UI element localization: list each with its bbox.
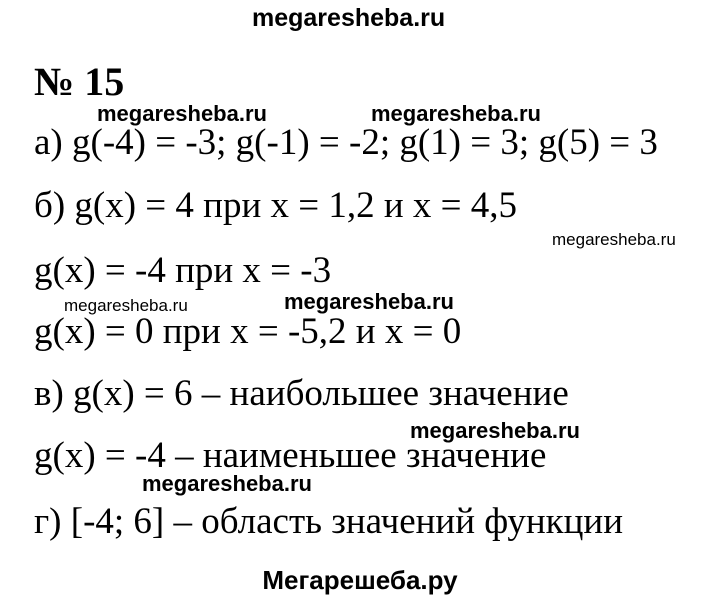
answer-line-b1: б) g(x) = 4 при x = 1,2 и x = 4,5 — [34, 185, 518, 226]
header-watermark: megaresheba.ru — [252, 4, 446, 32]
watermark: megaresheba.ru — [142, 471, 312, 496]
answer-line-g: г) [-4; 6] – область значений функции — [34, 501, 624, 542]
watermark: megaresheba.ru — [64, 296, 188, 315]
watermark: megaresheba.ru — [284, 289, 454, 314]
answer-line-a: а) g(-4) = -3; g(-1) = -2; g(1) = 3; g(5) = 3 — [34, 122, 658, 163]
problem-number: № 15 — [34, 59, 125, 104]
answer-line-v1: в) g(x) = 6 – наибольшее значение — [34, 373, 569, 414]
answer-line-v2: g(x) = -4 – наименьшее значение — [34, 435, 547, 476]
watermark: megaresheba.ru — [371, 101, 541, 126]
watermark: megaresheba.ru — [97, 101, 267, 126]
footer-brand: Мегарешеба.ру — [262, 565, 458, 595]
answer-line-b3: g(x) = 0 при x = -5,2 и x = 0 — [34, 311, 462, 352]
watermark: megaresheba.ru — [552, 230, 676, 249]
watermark: megaresheba.ru — [410, 418, 580, 443]
answer-line-b2: g(x) = -4 при x = -3 — [34, 250, 332, 291]
